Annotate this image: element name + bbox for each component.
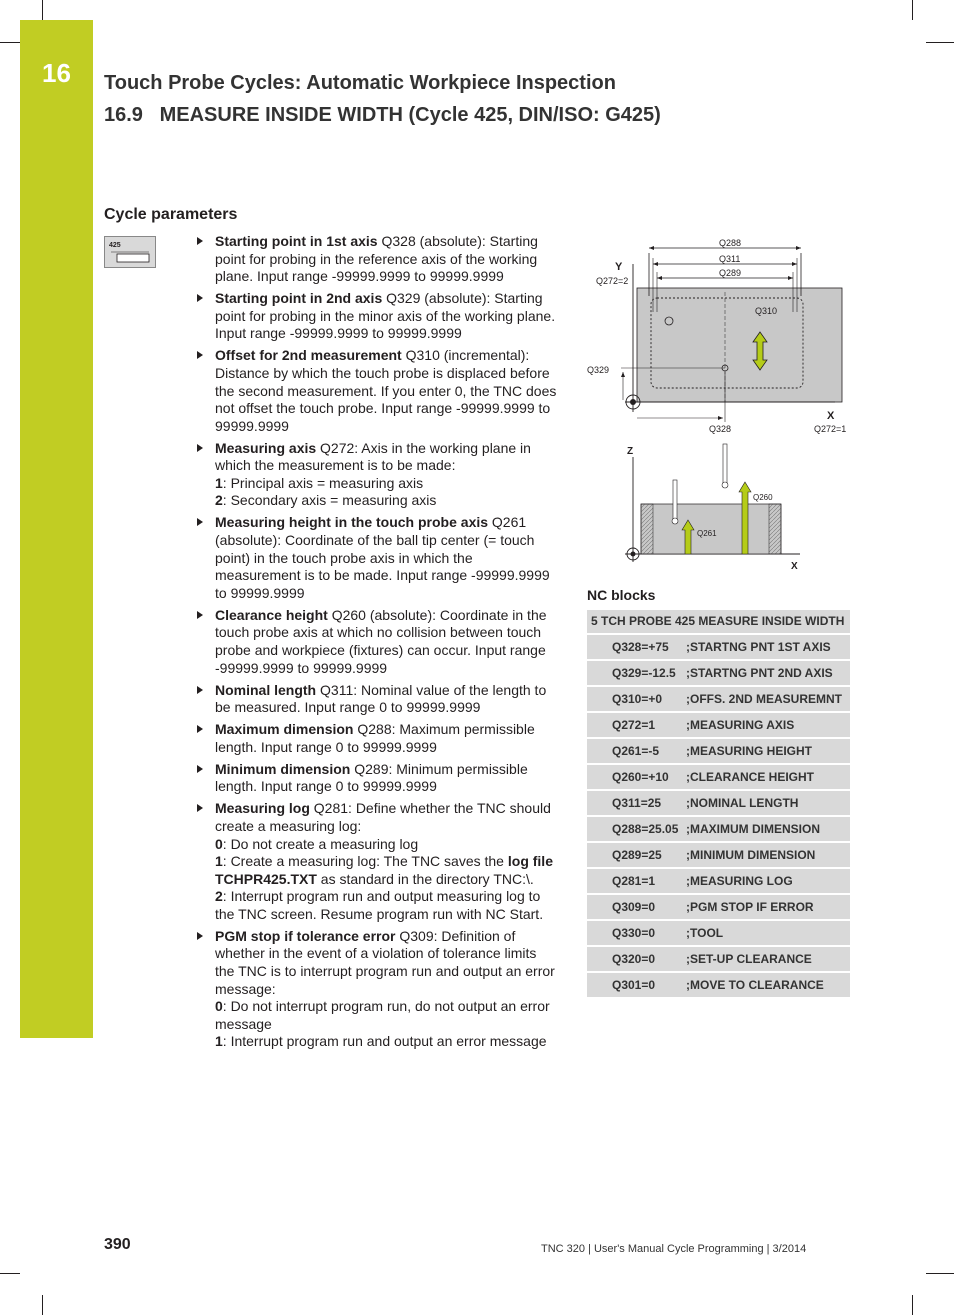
option-text: : Secondary axis = measuring axis xyxy=(222,492,437,509)
label-q310: Q310 xyxy=(755,306,778,316)
crop-mark xyxy=(0,1273,20,1274)
axis-z-label: Z xyxy=(627,446,634,457)
nc-block-row xyxy=(587,895,850,921)
nc-code: Q301=0 xyxy=(612,978,656,992)
parameter-description: Q261 (absolute): Coordinate of the ball tip center (= touch point) in the touch probe axis in which the measurement is to be made. Input range -99999.9999 to 99999.9999 xyxy=(215,514,550,601)
parameter-item xyxy=(197,682,559,717)
option-text: : Do not create a measuring log xyxy=(222,835,419,852)
cycle-parameters-heading: Cycle parameters xyxy=(104,206,238,223)
nc-code: Q288=25.05 xyxy=(612,822,679,836)
option-key: 0 xyxy=(215,835,223,852)
crop-mark xyxy=(912,1295,913,1315)
nc-comment: ;MEASURING LOG xyxy=(686,874,793,888)
parameter-item xyxy=(197,928,559,1051)
nc-code: Q311=25 xyxy=(612,796,662,810)
parameter-description: Q311: Nominal value of the length to be measured. Input range 0 to 99999.9999 xyxy=(215,681,547,716)
side-view xyxy=(625,444,800,572)
nc-blocks-table xyxy=(587,610,850,999)
option-key: 1 xyxy=(215,853,223,870)
label-q272-2: Q272=2 xyxy=(596,276,629,286)
nc-block-row xyxy=(587,921,850,947)
nc-comment: ;MINIMUM DIMENSION xyxy=(686,848,816,862)
parameter-item xyxy=(197,607,559,677)
nc-comment: ;MEASURING AXIS xyxy=(686,718,795,732)
nc-code: Q281=1 xyxy=(612,874,656,888)
option-text-cont: as standard in the directory TNC:\. xyxy=(316,870,534,887)
parameter-description: Q281: Define whether the TNC should create a measuring log: xyxy=(215,800,551,834)
option-key: 0 xyxy=(215,998,223,1015)
nc-comment: ;OFFS. 2ND MEASUREMNT xyxy=(686,692,842,706)
chapter-title: Touch Probe Cycles: Automatic Workpiece Inspection xyxy=(104,72,616,94)
parameter-name: Measuring log xyxy=(215,800,310,817)
label-q329: Q329 xyxy=(587,365,610,375)
nc-block-row xyxy=(587,687,850,713)
parameter-name: Nominal length xyxy=(215,681,317,698)
parameter-description: Q329 (absolute): Starting point for probing in the minor axis of the working plane. Input range -99999.9999 to 99999.9999 xyxy=(215,290,556,342)
parameter-item xyxy=(197,800,559,923)
parameter-item xyxy=(197,721,559,756)
section-title: 16.9 MEASURE INSIDE WIDTH (Cycle 425, DIN/ISO: G425) xyxy=(104,104,661,126)
nc-comment: ;MEASURING HEIGHT xyxy=(686,744,812,758)
parameter-name: Minimum dimension xyxy=(215,760,351,777)
option-filename: log file TCHPR425.TXT xyxy=(215,853,553,887)
nc-comment: ;PGM STOP IF ERROR xyxy=(686,900,814,914)
nc-comment: ;NOMINAL LENGTH xyxy=(686,796,799,810)
nc-code: Q329=-12.5 xyxy=(612,666,676,680)
crop-mark xyxy=(42,0,43,20)
chapter-sidebar xyxy=(20,20,93,1038)
nc-block-row xyxy=(587,843,850,869)
crop-mark xyxy=(42,1295,43,1315)
option-text: : Interrupt program run and output measuring log to the TNC screen. Resume program run with NC Start. xyxy=(215,888,544,922)
nc-block-row xyxy=(587,635,850,661)
label-q260: Q260 xyxy=(753,493,773,502)
parameter-description: Q310 (incremental): Distance by which the touch probe is displaced before the second measurement. If you enter 0, the TNC does not offset the touch probe. Input range -99999.9999 to 99999.9999 xyxy=(215,347,557,434)
parameter-name: Clearance height xyxy=(215,606,328,623)
crop-mark xyxy=(912,0,913,20)
top-view xyxy=(587,238,846,434)
parameter-description: Q289: Minimum permissible length. Input range 0 to 99999.9999 xyxy=(215,760,528,795)
nc-block-row xyxy=(587,765,850,791)
parameter-description: Q309: Definition of whether in the event of a violation of tolerance limits the TNC is to interrupt program run and output an error message: xyxy=(215,927,555,997)
nc-block-row xyxy=(587,661,850,687)
label-q272-1: Q272=1 xyxy=(814,424,847,434)
nc-block-first-line: 5 TCH PROBE 425 MEASURE INSIDE WIDTH xyxy=(587,610,850,635)
parameter-item xyxy=(197,290,559,343)
nc-blocks-heading: NC blocks xyxy=(587,587,656,603)
parameter-item xyxy=(197,440,559,510)
nc-comment: ;CLEARANCE HEIGHT xyxy=(686,770,814,784)
nc-code: Q309=0 xyxy=(612,900,656,914)
label-q289: Q289 xyxy=(719,268,742,278)
option-text: : Principal axis = measuring axis xyxy=(222,474,424,491)
label-q288: Q288 xyxy=(719,238,742,248)
nc-code: Q320=0 xyxy=(612,952,656,966)
option-key: 2 xyxy=(215,888,223,905)
page-number: 390 xyxy=(104,1236,131,1253)
side-axis-x-label: X xyxy=(791,561,798,572)
nc-code: Q310=+0 xyxy=(612,692,663,706)
parameter-name: Starting point in 2nd axis xyxy=(215,290,383,307)
option-text: : Create a measuring log: The TNC saves the xyxy=(222,853,508,870)
nc-block-row xyxy=(587,947,850,973)
option-key: 2 xyxy=(215,492,223,509)
nc-block-row xyxy=(587,973,850,999)
option-text: : Do not interrupt program run, do not output an error message xyxy=(215,998,550,1032)
inside-width-softkey-icon xyxy=(104,236,156,268)
axis-x-label: X xyxy=(827,410,835,422)
parameter-name: Offset for 2nd measurement xyxy=(215,347,402,364)
crop-mark xyxy=(926,1273,954,1274)
nc-comment: ;MAXIMUM DIMENSION xyxy=(686,822,820,836)
nc-code: Q261=-5 xyxy=(612,744,660,758)
label-q261: Q261 xyxy=(697,529,717,538)
footer-text: TNC 320 | User's Manual Cycle Programming | 3/2014 xyxy=(541,1243,807,1255)
parameter-name: Starting point in 1st axis xyxy=(215,233,378,249)
nc-code: Q260=+10 xyxy=(612,770,669,784)
parameter-item xyxy=(197,761,559,796)
parameter-item xyxy=(197,514,559,602)
nc-code: Q328=+75 xyxy=(612,640,669,654)
measure-inside-width-diagram xyxy=(585,232,855,577)
parameter-description: Q288: Maximum permissible length. Input range 0 to 99999.9999 xyxy=(215,721,535,755)
nc-comment: ;MOVE TO CLEARANCE xyxy=(686,978,824,992)
parameter-description: Q260 (absolute): Coordinate in the touch probe axis at which no collision between touch probe and workpiece (fixtures) can occur. Input range -99999.9999 to 99999.9999 xyxy=(215,606,547,676)
axis-y-label: Y xyxy=(615,261,623,273)
nc-block-row xyxy=(587,739,850,765)
nc-code: Q272=1 xyxy=(612,718,656,732)
nc-comment: ;TOOL xyxy=(686,926,724,940)
parameter-item xyxy=(197,347,559,435)
nc-block-row xyxy=(587,869,850,895)
label-q311: Q311 xyxy=(719,254,741,264)
chapter-number: 16 xyxy=(42,58,71,88)
nc-block-row xyxy=(587,791,850,817)
parameter-item xyxy=(197,233,559,286)
crop-mark xyxy=(0,42,20,43)
parameter-description: Q272: Axis in the working plane in which the measurement is to be made: xyxy=(215,439,531,474)
nc-block-row xyxy=(587,713,850,739)
nc-code: Q330=0 xyxy=(612,926,656,940)
nc-code: Q289=25 xyxy=(612,848,662,862)
parameter-name: Measuring height in the touch probe axis xyxy=(215,514,489,531)
crop-mark xyxy=(926,42,954,43)
nc-block-row xyxy=(587,817,850,843)
nc-comment: ;STARTNG PNT 2ND AXIS xyxy=(686,666,833,680)
parameter-name: PGM stop if tolerance error xyxy=(215,927,396,944)
nc-comment: ;STARTNG PNT 1ST AXIS xyxy=(686,640,831,654)
parameter-description: Q328 (absolute): Starting point for probing in the reference axis of the working plane. Input range -99999.9999 to 99999.9999 xyxy=(215,233,538,285)
option-key: 1 xyxy=(215,1033,223,1050)
option-text: : Interrupt program run and output an error message xyxy=(222,1033,547,1050)
option-key: 1 xyxy=(215,474,223,491)
label-q328: Q328 xyxy=(709,424,732,434)
nc-comment: ;SET-UP CLEARANCE xyxy=(686,952,812,966)
parameter-name: Maximum dimension xyxy=(215,721,354,738)
parameter-name: Measuring axis xyxy=(215,439,317,456)
softkey-label: 425 xyxy=(109,242,121,249)
parameter-list xyxy=(197,233,559,1055)
